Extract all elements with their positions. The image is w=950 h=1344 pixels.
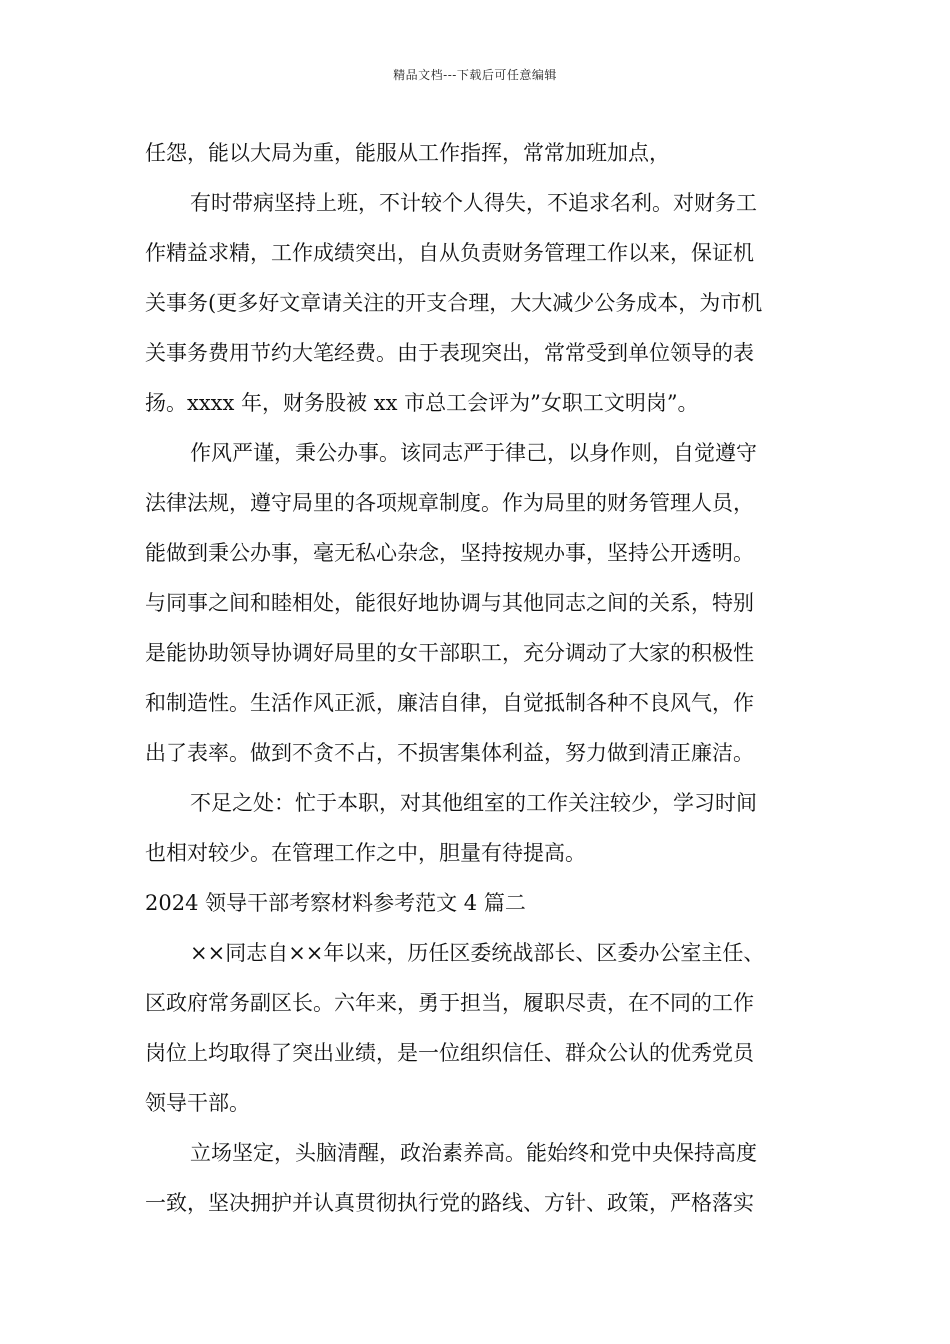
page-header: 精品文档---下载后可任意编辑 [393, 68, 557, 82]
document-body [145, 128, 835, 1228]
text-line: 关事务费用节约大笔经费。由于表现突出，常常受到单位领导的表 [145, 341, 754, 365]
text-line: 扬。xxxx 年，财务股被 xx 市总工会评为”女职工文明岗”。 [145, 391, 699, 415]
paragraph-start-line: 作风严谨，秉公办事。该同志严于律己，以身作则，自觉遵守 [190, 441, 757, 465]
text-line: 区政府常务副区长。六年来，勇于担当，履职尽责，在不同的工作 [145, 991, 754, 1015]
text-line: 能做到秉公办事，毫无私心杂念，坚持按规办事，坚持公开透明。 [145, 541, 754, 565]
text-line: 一致，坚决拥护并认真贯彻执行党的路线、方针、政策，严格落实 [145, 1191, 754, 1215]
text-line: 任怨，能以大局为重，能服从工作指挥，常常加班加点， [145, 141, 670, 165]
paragraph-start-line: 不足之处：忙于本职，对其他组室的工作关注较少，学习时间 [190, 791, 757, 815]
text-line: 和制造性。生活作风正派，廉洁自律，自觉抵制各种不良风气，作 [145, 691, 754, 715]
text-line: 出了表率。做到不贪不占，不损害集体利益，努力做到清正廉洁。 [145, 741, 754, 765]
text-line: 也相对较少。在管理工作之中，胆量有待提高。 [145, 841, 586, 865]
text-line: 领导干部。 [145, 1091, 250, 1115]
paragraph-start-line: ××同志自××年以来，历任区委统战部长、区委办公室主任、 [190, 941, 765, 965]
paragraph-start-line: 有时带病坚持上班，不计较个人得失，不追求名利。对财务工 [190, 191, 757, 215]
paragraph-start-line: 立场坚定，头脑清醒，政治素养高。能始终和党中央保持高度 [190, 1141, 757, 1165]
text-line: 法律法规，遵守局里的各项规章制度。作为局里的财务管理人员， [145, 491, 754, 515]
text-line: 作精益求精，工作成绩突出，自从负责财务管理工作以来，保证机 [145, 241, 754, 265]
text-line: 岗位上均取得了突出业绩，是一位组织信任、群众公认的优秀党员 [145, 1041, 754, 1065]
section-heading: 2024 领导干部考察材料参考范文 4 篇二 [145, 891, 526, 915]
text-line: 是能协助领导协调好局里的女干部职工，充分调动了大家的积极性 [145, 641, 754, 665]
text-line: 与同事之间和睦相处，能很好地协调与其他同志之间的关系，特别 [145, 591, 754, 615]
text-line: 关事务(更多好文章请关注的开支合理，大大减少公务成本，为市机 [145, 291, 763, 315]
